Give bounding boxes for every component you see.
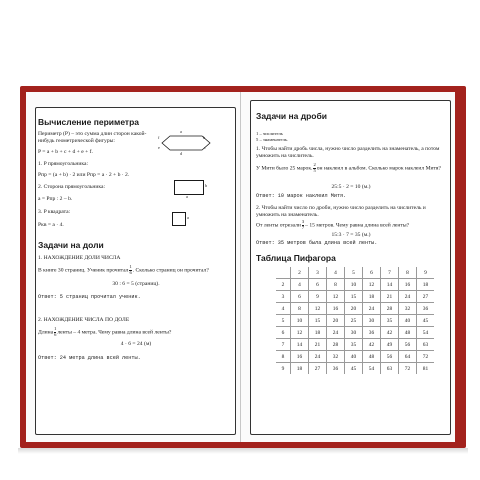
pythagoras-cell: 28 (381, 303, 399, 315)
pythagoras-cell: 18 (363, 291, 381, 303)
part-calc-2: 4 · 6 = 24 (м) (120, 341, 152, 347)
pythagoras-cell: 36 (363, 327, 381, 339)
part-answer-2: Ответ: 24 метра длина всей ленты. (38, 355, 141, 361)
fractions-rule-2: 2. Чтобы найти число по дроби, нужно число разделить на числитель и умножить на знаменатель. (256, 205, 426, 219)
pythagoras-cell: 35 (381, 315, 399, 327)
hexagon-label-e: e (158, 145, 160, 150)
pythagoras-cell: 56 (381, 351, 399, 363)
pythagoras-cell: 12 (291, 327, 309, 339)
pythagoras-cell: 24 (327, 327, 345, 339)
perimeter-formula-3: Pкв = a · 4. (38, 222, 64, 228)
part-answer-1: Ответ: 5 страниц прочитал ученик. (38, 294, 141, 300)
pythagoras-cell: 30 (363, 315, 381, 327)
fractions-calc-1: 25:5 · 2 = 10 (м.) (331, 184, 371, 190)
pythagoras-row-header: 8 (276, 351, 291, 363)
pythagoras-cell: 45 (345, 363, 363, 375)
pythagoras-cell: 16 (327, 303, 345, 315)
pythagoras-row-header: 9 (276, 363, 291, 375)
part-task-2: Длина $\frac{1}{6}$ ленты – 4 метра. Чему равна длина всей ленты? (38, 326, 172, 337)
pythagoras-cell: 81 (417, 363, 435, 375)
pythagoras-cell: 27 (417, 291, 435, 303)
pythagoras-cell: 8 (327, 279, 345, 291)
perimeter-item-3: 3. P квадрата: (38, 209, 71, 215)
pythagoras-cell: 15 (309, 315, 327, 327)
pythagoras-cell: 48 (399, 327, 417, 339)
pythagoras-cell: 42 (363, 339, 381, 351)
perimeter-intro: Периметр (P) – это сумма длин сторон какой-нибудь геометрической фигуры: (38, 131, 147, 145)
pythagoras-cell: 56 (399, 339, 417, 351)
pythagoras-header-cell (276, 267, 291, 279)
pythagoras-cell: 24 (399, 291, 417, 303)
hexagon-figure (158, 130, 222, 156)
fractions-title: Задачи на дроби (256, 111, 327, 121)
pythagoras-table (276, 267, 434, 374)
perimeter-formula: P = a + b + c + d + e + f. (38, 149, 93, 155)
fractions-calc-2: 15:3 · 7 = 35 (м.) (331, 232, 371, 238)
hexagon-label-d: d (180, 151, 183, 156)
pythagoras-cell: 16 (291, 351, 309, 363)
pythagoras-header-cell: 8 (399, 267, 417, 279)
pythagoras-row (276, 339, 434, 351)
pythagoras-header-cell: 9 (417, 267, 435, 279)
cover-shadow (18, 448, 468, 454)
pythagoras-cell: 24 (363, 303, 381, 315)
pythagoras-cell: 27 (309, 363, 327, 375)
fractions-answer-1: Ответ: 10 марок наклеил Митя. (256, 193, 347, 199)
pythagoras-cell: 20 (345, 303, 363, 315)
pythagoras-row (276, 351, 434, 363)
pythagoras-cell: 14 (291, 339, 309, 351)
perimeter-formula-1: Pпр = (a + b) · 2 или Pпр = a · 2 + b · 2. (38, 172, 130, 178)
pythagoras-row-header: 6 (276, 327, 291, 339)
part-heading-2: 2. НАХОЖДЕНИЕ ЧИСЛА ПО ДОЛЕ (38, 317, 130, 323)
pythagoras-row (276, 291, 434, 303)
fractions-rule-1: 1. Чтобы найти дробь числа, нужно число разделить на знаменатель, а потом умножить на числитель. (256, 146, 440, 160)
pythagoras-cell: 18 (291, 363, 309, 375)
pythagoras-cell: 63 (381, 363, 399, 375)
pythagoras-cell: 45 (417, 315, 435, 327)
pythagoras-row (276, 315, 434, 327)
perimeter-item-2: 2. Сторона прямоугольника: (38, 184, 106, 190)
pythagoras-cell: 32 (327, 351, 345, 363)
pythagoras-cell: 42 (381, 327, 399, 339)
pythagoras-cell: 36 (417, 303, 435, 315)
pythagoras-header-cell: 4 (327, 267, 345, 279)
part-task-1: В книге 30 страниц. Ученик прочитал $\frac{1}{6}$ . Сколько страниц он прочитал? (38, 264, 209, 275)
fractions-task-2: От ленты отрезали $\frac{3}{7}$ – 15 метров. Чему равна длина всей ленты? (256, 219, 410, 230)
fractions-legend-1: 1 – числитель (256, 131, 283, 136)
rectangle-figure (174, 180, 204, 195)
pythagoras-cell: 9 (309, 291, 327, 303)
part-calc-1: 30 : 6 = 5 (страниц). (112, 281, 160, 287)
pythagoras-cell: 18 (309, 327, 327, 339)
pythagoras-cell: 40 (399, 315, 417, 327)
pythagoras-cell: 8 (291, 303, 309, 315)
pythagoras-cell: 24 (309, 351, 327, 363)
pythagoras-header-cell: 5 (345, 267, 363, 279)
pythagoras-cell: 32 (399, 303, 417, 315)
pythagoras-cell: 28 (327, 339, 345, 351)
fractions-task-1: У Мити было 25 марок. $\frac{2}{5}$ он наклеил в альбом. Сколько марок наклеил Митя? (256, 162, 441, 173)
pythagoras-cell: 18 (417, 279, 435, 291)
part-heading-1: 1. НАХОЖДЕНИЕ ДОЛИ ЧИСЛА (38, 255, 121, 261)
spine (240, 92, 241, 442)
pythagoras-row-header: 5 (276, 315, 291, 327)
pythagoras-cell: 6 (291, 291, 309, 303)
pythagoras-row-header: 4 (276, 303, 291, 315)
pythagoras-cell: 72 (417, 351, 435, 363)
part-title: Задачи на доли (38, 240, 104, 250)
pythagoras-cell: 15 (345, 291, 363, 303)
pythagoras-cell: 63 (417, 339, 435, 351)
perimeter-title: Вычисление периметра (38, 117, 140, 127)
pythagoras-cell: 35 (345, 339, 363, 351)
pythagoras-row-header: 2 (276, 279, 291, 291)
pythagoras-row-header: 3 (276, 291, 291, 303)
pythagoras-cell: 30 (345, 327, 363, 339)
pythagoras-cell: 12 (327, 291, 345, 303)
pythagoras-cell: 54 (417, 327, 435, 339)
square-label-a: a (187, 215, 189, 220)
pythagoras-title: Таблица Пифагора (256, 253, 336, 263)
pythagoras-row (276, 303, 434, 315)
pythagoras-header-cell: 2 (291, 267, 309, 279)
pythagoras-cell: 25 (345, 315, 363, 327)
pythagoras-cell: 64 (399, 351, 417, 363)
fractions-answer-2: Ответ: 35 метров была длина всей ленты. (256, 240, 378, 246)
pythagoras-cell: 12 (309, 303, 327, 315)
pythagoras-cell: 40 (345, 351, 363, 363)
fractions-legend-2: 5 – знаменатель. (256, 137, 289, 142)
pythagoras-row (276, 363, 434, 375)
perimeter-item-1: 1. P прямоугольника: (38, 161, 89, 167)
pythagoras-cell: 12 (363, 279, 381, 291)
rectangle-label-b: b (205, 183, 208, 188)
perimeter-formula-2: a = Pпр : 2 – b. (38, 196, 73, 202)
pythagoras-cell: 21 (381, 291, 399, 303)
pythagoras-row (276, 279, 434, 291)
rectangle-label-a: a (186, 194, 188, 199)
pythagoras-row (276, 327, 434, 339)
pythagoras-cell: 49 (381, 339, 399, 351)
pythagoras-cell: 10 (291, 315, 309, 327)
pythagoras-cell: 16 (399, 279, 417, 291)
square-figure (172, 212, 186, 226)
pythagoras-cell: 14 (381, 279, 399, 291)
pythagoras-cell: 6 (309, 279, 327, 291)
hexagon-label-f: f (158, 135, 160, 140)
pythagoras-cell: 21 (309, 339, 327, 351)
pythagoras-cell: 72 (399, 363, 417, 375)
hexagon-label-c: c (204, 145, 206, 150)
hexagon-label-b: b (203, 135, 206, 140)
pythagoras-header-cell: 3 (309, 267, 327, 279)
pythagoras-cell: 48 (363, 351, 381, 363)
pythagoras-cell: 4 (291, 279, 309, 291)
pythagoras-cell: 36 (327, 363, 345, 375)
pythagoras-cell: 10 (345, 279, 363, 291)
hexagon-label-a: a (180, 129, 182, 134)
pythagoras-cell: 20 (327, 315, 345, 327)
pythagoras-cell: 54 (363, 363, 381, 375)
pythagoras-row-header: 7 (276, 339, 291, 351)
pythagoras-header-cell: 6 (363, 267, 381, 279)
pythagoras-header-row (276, 267, 434, 279)
pythagoras-header-cell: 7 (381, 267, 399, 279)
